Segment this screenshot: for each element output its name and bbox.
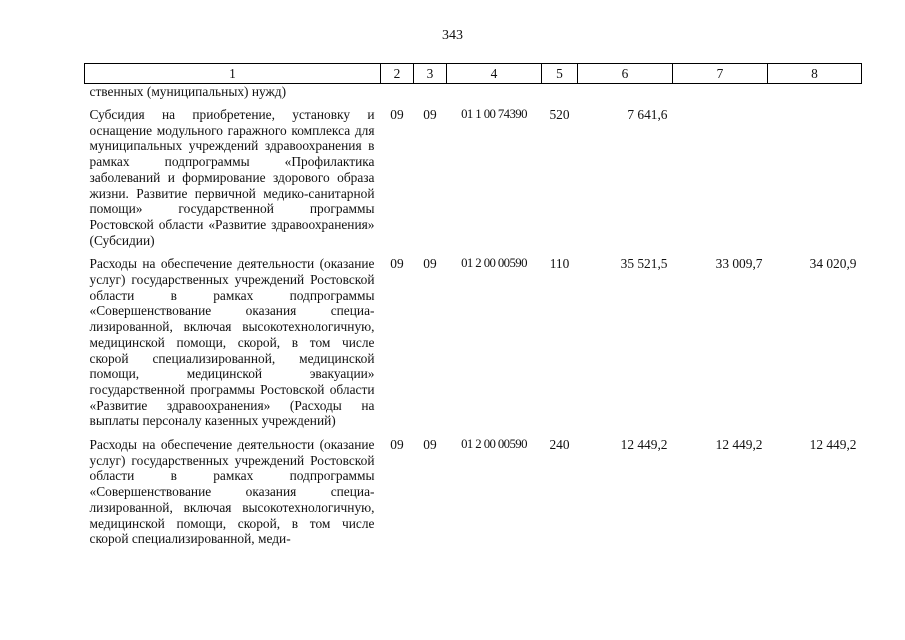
row-section: 09 [390, 107, 404, 122]
row-section: 09 [390, 256, 404, 272]
header-col-5: 5 [542, 64, 578, 84]
row-amount-8 [768, 107, 862, 248]
row-expense-type: 520 [549, 107, 570, 122]
header-row [85, 64, 862, 84]
row-expense-type: 110 [549, 256, 570, 272]
budget-table [84, 63, 862, 547]
row-amount-6: 7 641,6 [627, 107, 668, 122]
row-amount-8: 34 020,9 [809, 256, 857, 272]
row-amount-8: 12 449,2 [809, 437, 857, 453]
table-header [85, 64, 862, 84]
header-col-6: 6 [578, 64, 673, 84]
header-col-7: 7 [673, 64, 768, 84]
row-target-article: 01 1 00 74390 [461, 107, 527, 121]
header-col-1: 1 [85, 64, 381, 84]
row-subsection: 09 [423, 256, 437, 272]
row-amount-7: 33 009,7 [715, 256, 763, 272]
row-amount-6: 12 449,2 [620, 437, 668, 453]
row-subsection: 09 [423, 107, 437, 122]
continuation-row [85, 84, 862, 100]
row-expense-type: 240 [549, 437, 570, 453]
header-col-4: 4 [447, 64, 542, 84]
row-section: 09 [390, 437, 404, 453]
row-target-article: 01 2 00 00590 [461, 437, 527, 452]
header-col-8: 8 [768, 64, 862, 84]
table-row [85, 107, 862, 248]
page-number: 343 [442, 28, 463, 43]
header-col-3: 3 [414, 64, 447, 84]
row-description: Расходы на обеспечение деятельности (оказание услуг) государственных учреждений Ростовской области в рамках подпрограммы «Совершенствование оказания специализированной, включая высокотехнологичную, медицинской помощи, скорой, в том числе скорой специализированной, меди- [89, 437, 375, 547]
row-target-article: 01 2 00 00590 [461, 256, 527, 271]
continuation-text: ственных (муниципальных) нужд) [89, 84, 287, 99]
row-amount-7: 12 449,2 [715, 437, 763, 453]
header-col-2: 2 [381, 64, 414, 84]
row-description: Расходы на обеспечение деятельности (оказание услуг) государственных учреждений Ростовской области в рамках подпрограммы «Совершенствование оказания специализированной, включая высокотехнологичную, медицинской помощи, скорой, в том числе скорой специализированной, медицинской помощи, медицинской эвакуации» государственной программы Ростовской области «Развитие здравоохранения» (Расходы на выплаты персоналу казенных учреждений) [89, 256, 375, 429]
row-amount-6: 35 521,5 [620, 256, 668, 272]
row-description: Субсидия на приобретение, установку и оснащение модульного гаражного комплекса для муниципальных учреждений здравоохранения в рамках подпрограммы «Профилактика заболеваний и формирование здорового образа жизни. Развитие первичной медико-санитарной помощи» государственной программы Ростовской области «Развитие здравоохранения» (Субсидии) [89, 107, 375, 248]
row-amount-7 [673, 107, 768, 248]
row-subsection: 09 [423, 437, 437, 453]
table-row [85, 256, 862, 429]
table-row [85, 437, 862, 547]
table-body [85, 84, 862, 547]
